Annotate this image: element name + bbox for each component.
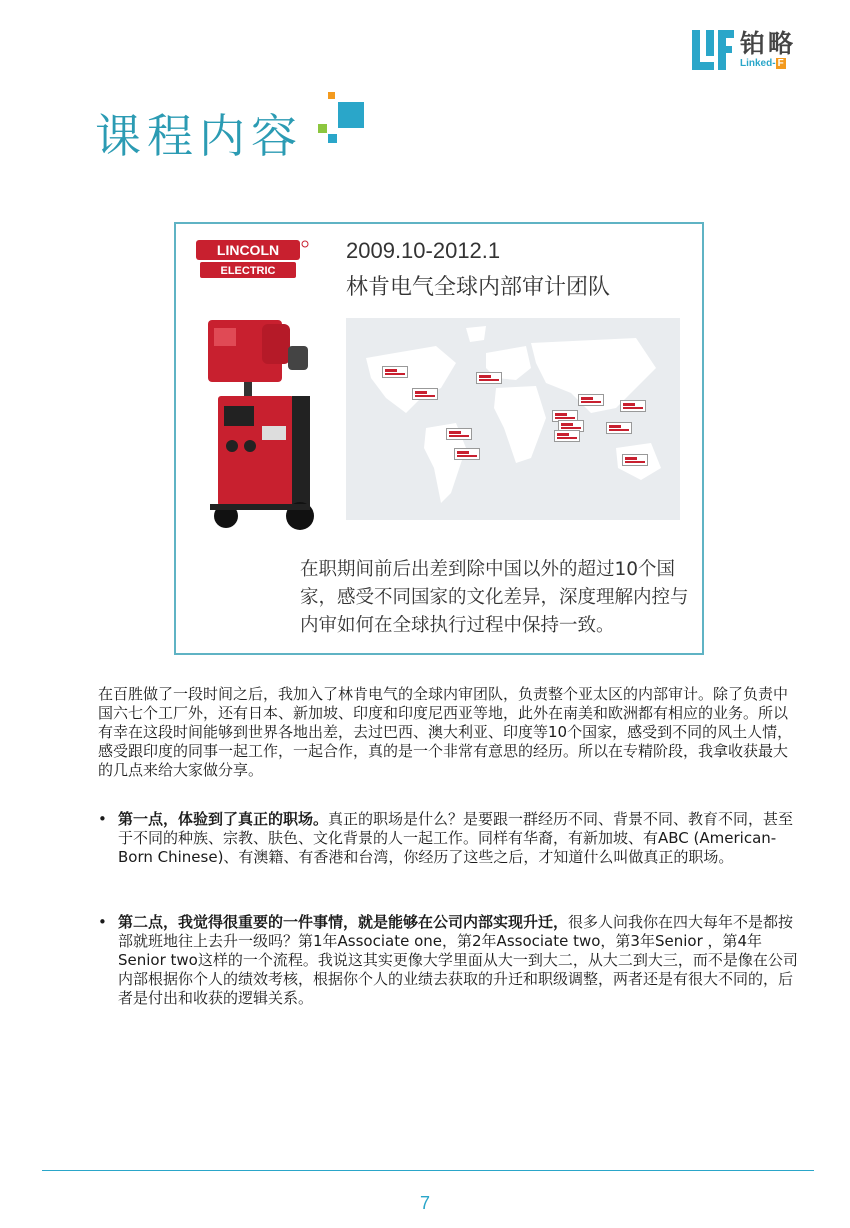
svg-text:LINCOLN: LINCOLN bbox=[216, 242, 280, 258]
bullet-2-text: 很多人问我你在四大每年不是都按部就班地往上去升一级吗？第1年Associate one，第2年Associate two，第3年Senior ，第4年Senior two这样的一个流程。我说这其实更像大学里面从大一到大二，从大二到大三，而不是像在公司内部根据你个人的绩效考核，根据你个人的业绩去获取的升迁和职级调整，两者还是有很大不同的，后者是付出和收获的逻辑关系。 bbox=[118, 913, 798, 1007]
logo-cn-text: 铂略 bbox=[740, 29, 797, 58]
intro-paragraph: 在百胜做了一段时间之后，我加入了林肯电气的全球内审团队，负责整个亚太区的内部审计。除了负责中国六七个工厂外，还有日本、新加坡、印度和印度尼西亚等地，此外在南美和欧洲都有相应的业务。所以有幸在这段时间能够到世界各地出差，去过巴西、澳大利亚、印度等10个国家，感受到不同的风土人情，感受跟印度的同事一起工作，一起合作，真的是一个非常有意思的经历。所以在专精阶段，我拿收获最大的几点来给大家做分享。 bbox=[98, 685, 793, 779]
card-team: 林肯电气全球内部审计团队 bbox=[346, 275, 611, 300]
section-title: 课程内容 bbox=[95, 109, 303, 163]
bullet-1-heading: 第一点，体验到了真正的职场。 bbox=[118, 810, 329, 828]
card-caption: 在职期间前后出差到除中国以外的超过10个国家，感受不同国家的文化差异，深度理解内控与内审如何在全球执行过程中保持一致。 bbox=[300, 559, 689, 636]
brand-logo bbox=[692, 30, 796, 70]
bullet-1-text: 真正的职场是什么？是要跟一群经历不同、背景不同、教育不同，甚至于不同的种族、宗教、肤色、文化背景的人一起工作。同样有华裔，有新加坡、有ABC (American-Born Chinese)、有澳籍、有香港和台湾，你经历了这些之后，才知道什么叫做真正的职场。 bbox=[118, 810, 794, 866]
world-map-image bbox=[346, 318, 680, 520]
lincoln-electric-logo bbox=[196, 240, 310, 280]
card-date: 2009.10-2012.1 bbox=[346, 238, 501, 263]
bullet-item-1 bbox=[98, 810, 798, 867]
svg-text:ELECTRIC: ELECTRIC bbox=[220, 265, 276, 277]
footer-divider bbox=[42, 1170, 814, 1171]
bullet-dot-icon: • bbox=[98, 913, 107, 931]
logo-en-text: Linked- F bbox=[740, 58, 784, 69]
bullet-item-2 bbox=[98, 913, 798, 1008]
welding-machine-image bbox=[204, 316, 324, 531]
bullet-dot-icon: • bbox=[98, 810, 107, 828]
photo-card bbox=[174, 222, 704, 655]
bullet-2-heading: 第二点，我觉得很重要的一件事情，就是能够在公司内部实现升迁， bbox=[118, 913, 569, 931]
page-number: 7 bbox=[419, 1193, 430, 1213]
title-decoration-icon bbox=[318, 92, 368, 147]
logo-mark-icon bbox=[692, 30, 734, 70]
